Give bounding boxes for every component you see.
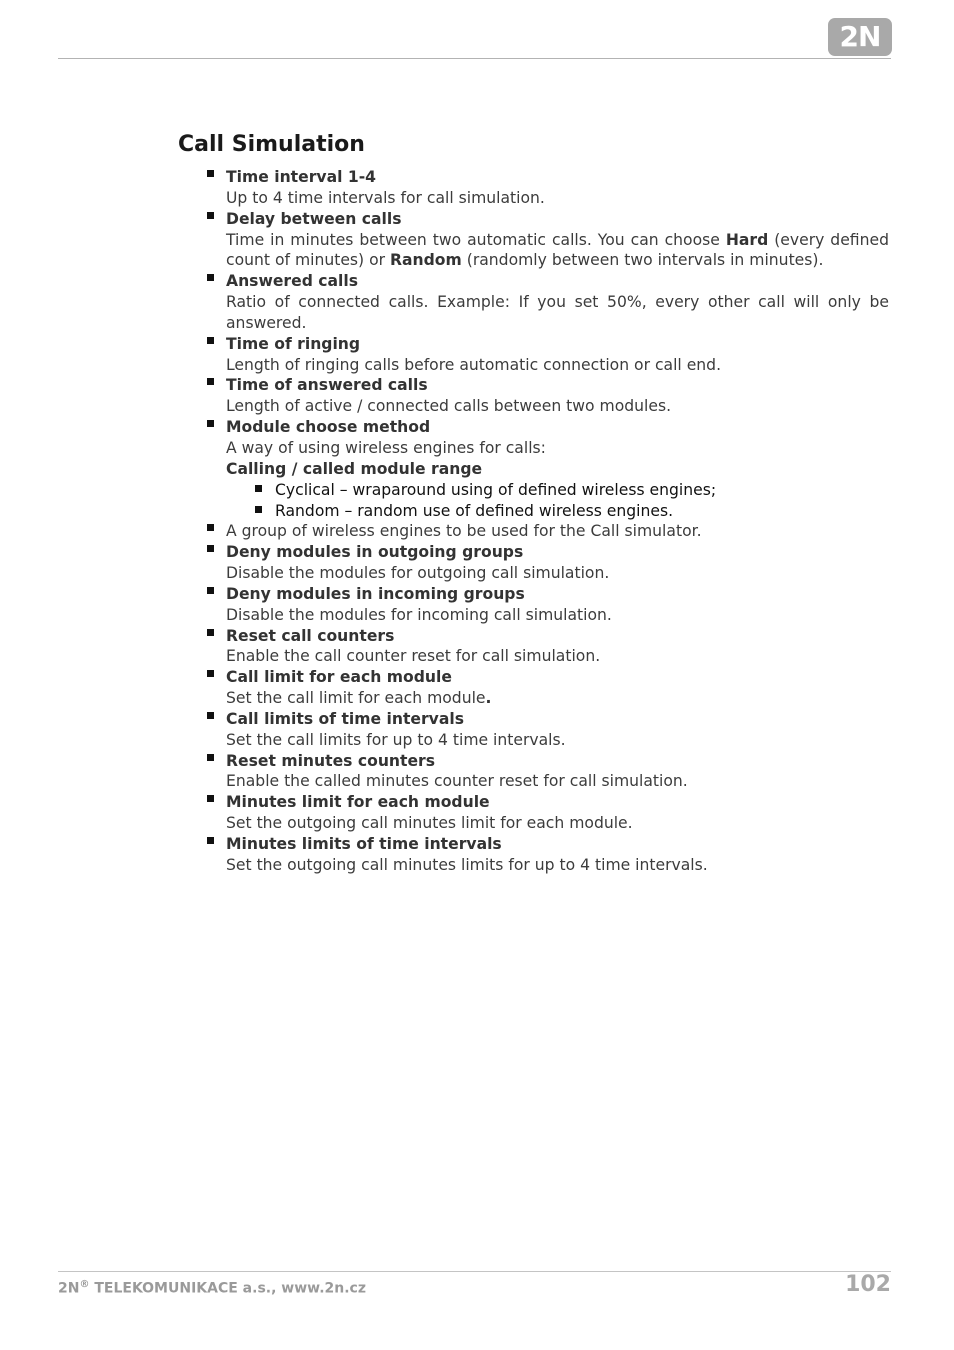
item-term: Module choose method	[226, 418, 431, 437]
item-term: Time interval 1-4	[226, 168, 377, 186]
2n-logo: 2N	[828, 18, 892, 56]
list-item-minutes-limit-each-module	[226, 792, 889, 834]
list-item-time-of-answered-calls	[226, 375, 889, 417]
option-random: Random – random use of defined wireless engines.	[275, 501, 889, 522]
list-item-reset-call-counters	[226, 626, 889, 668]
item-term: Deny modules in incoming groups	[226, 584, 525, 603]
item-term: Answered calls	[226, 272, 359, 291]
item-term: Time of answered calls	[226, 376, 428, 395]
desc-text: Set the call limit for each module	[226, 689, 486, 708]
desc-emphasis-random: Random	[390, 251, 462, 270]
method-options-list	[226, 480, 889, 522]
item-description: Disable the modules for incoming call simulation.	[226, 605, 612, 624]
item-term: Time of ringing	[226, 334, 361, 353]
item-term: Delay between calls	[226, 209, 402, 228]
item-description: A group of wireless engines to be used for the Call simulator.	[226, 522, 702, 541]
registered-mark: ®	[79, 1279, 90, 1290]
item-subterm: Calling / called module range	[226, 459, 483, 478]
item-description: A way of using wireless engines for calls:	[226, 438, 546, 457]
footer-brand: 2N	[58, 1280, 80, 1297]
item-term: Call limits of time intervals	[226, 709, 464, 728]
list-item-call-limit-each-module	[226, 667, 889, 709]
item-description: Enable the called minutes counter reset for call simulation.	[226, 772, 688, 791]
list-item-time-of-ringing	[226, 334, 889, 376]
parameter-list	[178, 167, 889, 876]
item-description: Length of active / connected calls between two modules.	[226, 397, 672, 416]
footer-divider	[58, 1271, 891, 1272]
footer-company	[58, 1279, 366, 1297]
item-description: Set the call limits for up to 4 time intervals.	[226, 730, 566, 749]
list-item-deny-incoming	[226, 584, 889, 626]
item-term: Deny modules in outgoing groups	[226, 543, 524, 562]
list-item-time-interval	[226, 167, 889, 209]
desc-period: .	[485, 689, 492, 708]
item-description: Set the outgoing call minutes limit for each module.	[226, 814, 633, 833]
item-term: Minutes limit for each module	[226, 793, 490, 812]
list-item-reset-minutes-counters	[226, 751, 889, 793]
item-description: Set the outgoing call minutes limits for up to 4 time intervals.	[226, 855, 708, 874]
list-item-answered-calls	[226, 271, 889, 334]
footer-company-text: TELEKOMUNIKACE a.s., www.2n.cz	[89, 1280, 366, 1297]
item-description: Ratio of connected calls. Example: If you set 50%, every other call will only be answered.	[226, 293, 889, 332]
item-term: Reset minutes counters	[226, 751, 436, 770]
list-item-module-group	[226, 521, 889, 542]
desc-text: (randomly between two intervals in minutes).	[461, 251, 824, 270]
item-description: Enable the call counter reset for call simulation.	[226, 647, 601, 666]
desc-text: Time in minutes between two automatic calls. You can choose	[226, 230, 726, 249]
main-content	[178, 167, 889, 876]
item-description: Up to 4 time intervals for call simulation.	[226, 188, 545, 207]
desc-emphasis-hard: Hard	[725, 230, 769, 249]
item-description: Disable the modules for outgoing call simulation.	[226, 564, 610, 583]
item-description	[226, 688, 889, 709]
option-cyclical: Cyclical – wraparound using of defined wireless engines;	[275, 480, 889, 501]
page-number: 102	[845, 1272, 891, 1297]
item-term: Call limit for each module	[226, 668, 452, 687]
item-description	[226, 230, 889, 272]
desc-text: (every defined count of minutes) or	[226, 230, 889, 270]
header-divider	[58, 58, 891, 59]
item-term: Minutes limits of time intervals	[226, 835, 502, 853]
list-item-delay-between-calls	[226, 209, 889, 272]
list-item-call-limits-time-intervals	[226, 709, 889, 751]
list-item-module-choose-method	[226, 417, 889, 521]
list-item-minutes-limits-time-intervals	[226, 834, 889, 876]
item-description: Length of ringing calls before automatic connection or call end.	[226, 355, 722, 374]
item-term: Reset call counters	[226, 626, 395, 645]
page-title: Call Simulation	[178, 132, 365, 157]
list-item-deny-outgoing	[226, 542, 889, 584]
